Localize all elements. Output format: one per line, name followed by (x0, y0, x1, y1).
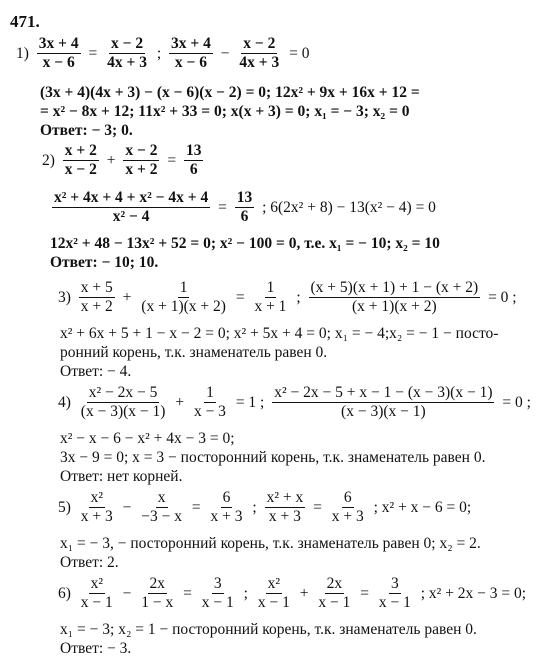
fraction: $\frac{1}{x - 3}$ (193, 384, 226, 421)
problem-4-label: 4) (58, 393, 71, 411)
fraction: $\frac{x}{-3 - x}$ (141, 489, 183, 526)
problem-5-equation: 5) $\frac{\text{x²}}{x + 3}$ − $\frac{x}{-3 - x}$ = $\frac{6}{x + 3}$ ; $\frac{\text{x² + x}}{x + 3}$ = $\frac{6}{x + 3}$ ; x² + x − 6 = 0; (58, 489, 472, 526)
problem-3-step: ронний корень, т.к. знаменатель равен 0. (60, 344, 328, 361)
fraction: $\frac{(x + 5)(x + 1) + 1 - (x + 2)}{(x + 1)(x + 2)}$ (310, 279, 479, 316)
fraction: $\frac{x + 2}{x - 2}$ (64, 142, 97, 179)
fraction: $\frac{3}{x - 1}$ (201, 575, 234, 612)
problem-1-label: 1) (16, 44, 29, 62)
problem-5-step: x₁ = − 3, − посторонний корень, т.к. знаменатель равен 0; x₂ = 2. (60, 535, 481, 552)
fraction: $\frac{x - 2}{4x + 3}$ (107, 35, 147, 72)
fraction: $\frac{6}{x + 3}$ (210, 489, 243, 526)
problem-3-label: 3) (58, 288, 71, 306)
problem-2-step: $\frac{\text{x² + 4x + 4 + x² − 4x + 4}}{\text{x² − 4}}$ = $\frac{13}{6}$ ; 6(2x² + 8) − 13(x² − 4) = 0 (54, 189, 436, 226)
fraction: $\frac{3x + 4}{x - 6}$ (38, 35, 79, 72)
fraction: $\frac{\text{x² − 2x − 5}}{(x - 3)(x - 1)}$ (80, 384, 166, 421)
problem-1-answer: Ответ: − 3; 0. (40, 122, 133, 139)
problem-6-label: 6) (58, 584, 71, 602)
problem-5-label: 5) (58, 498, 71, 516)
problem-3-step: x² + 6x + 5 + 1 − x − 2 = 0; x² + 5x + 4 = 0; x₁ = − 4;x₂ = − 1 − посто- (60, 325, 499, 342)
fraction: $\frac{\text{x²}}{x - 1}$ (257, 575, 290, 612)
problem-4-answer: Ответ: нет корней. (60, 468, 183, 485)
problem-3-answer: Ответ: − 4. (60, 363, 132, 380)
fraction: $\frac{2x}{x - 1}$ (318, 575, 351, 612)
fraction: $\frac{1}{(x + 1)(x + 2)}$ (141, 279, 226, 316)
fraction: $\frac{13}{6}$ (185, 142, 202, 179)
fraction: $\frac{x - 2}{x + 2}$ (125, 142, 158, 179)
fraction: $\frac{x + 5}{x + 2}$ (80, 279, 113, 316)
fraction: $\frac{\text{x²}}{x - 1}$ (80, 575, 113, 612)
problem-5-answer: Ответ: 2. (60, 554, 119, 571)
problem-6-step: x₁ = − 3; x₂ = 1 − посторонний корень, т.к. знаменатель равен 0. (60, 621, 477, 638)
problem-2-equation: 2) $\frac{x + 2}{x - 2}$ + $\frac{x - 2}{x + 2}$ = $\frac{13}{6}$ (42, 142, 202, 179)
problem-3-equation: 3) $\frac{x + 5}{x + 2}$ + $\frac{1}{(x + 1)(x + 2)}$ = $\frac{1}{x + 1}$ ; $\frac{(x + 5)(x + 1) + 1 - (x + 2)}{(x + 1)(x + 2)}$ = 0 ; (58, 279, 517, 316)
problem-4-step: 3x − 9 = 0; x = 3 − посторонний корень, т.к. знаменатель равен 0. (60, 449, 486, 466)
fraction: $\frac{3}{x - 1}$ (378, 575, 411, 612)
fraction: $\frac{\text{x² + 4x + 4 + x² − 4x + 4}}{\text{x² − 4}}$ (54, 189, 209, 226)
problem-4-step: x² − x − 6 − x² + 4x − 3 = 0; (60, 430, 235, 447)
problem-4-equation: 4) $\frac{\text{x² − 2x − 5}}{(x - 3)(x - 1)}$ + $\frac{1}{x - 3}$ = 1 ; $\frac{\text{x² − 2x − 5 + x − 1 − (x − 3)(x − 1)}}{(x - 3)(x - 1)}$ = 0 ; (58, 384, 531, 421)
fraction: $\frac{1}{x + 1}$ (254, 279, 287, 316)
problem-1-step: (3x + 4)(4x + 3) − (x − 6)(x − 2) = 0; 12x² + 9x + 16x + 12 = (40, 84, 420, 101)
fraction: $\frac{2x}{1 - x}$ (141, 575, 174, 612)
fraction: $\frac{x - 2}{4x + 3}$ (239, 35, 280, 72)
problem-2-answer: Ответ: − 10; 10. (50, 254, 159, 271)
exercise-number: 471. (10, 12, 40, 31)
problem-6-equation: 6) $\frac{\text{x²}}{x - 1}$ − $\frac{2x}{1 - x}$ = $\frac{3}{x - 1}$ ; $\frac{\text{x²}}{x - 1}$ + $\frac{2x}{x - 1}$ = $\frac{3}{x - 1}$ ; x² + 2x − 3 = 0; (58, 575, 527, 612)
fraction: $\frac{\text{x² − 2x − 5 + x − 1 − (x − 3)(x − 1)}}{(x - 3)(x - 1)}$ (274, 384, 493, 421)
problem-1-equation: 1) $\frac{3x + 4}{x - 6}$ = $\frac{x - 2}{4x + 3}$ ; $\frac{3x + 4}{x - 6}$ − $\frac{x - 2}{4x + 3}$ = 0 (16, 35, 310, 72)
fraction: $\frac{6}{x + 3}$ (331, 489, 364, 526)
problem-6-answer: Ответ: − 3. (60, 640, 132, 657)
fraction: $\frac{\text{x² + x}}{x + 3}$ (266, 489, 304, 526)
fraction: $\frac{13}{6}$ (236, 189, 253, 226)
problem-2-step: 12x² + 48 − 13x² + 52 = 0; x² − 100 = 0, т.е. x₁ = − 10; x₂ = 10 (50, 235, 440, 252)
fraction: $\frac{\text{x²}}{x + 3}$ (80, 489, 113, 526)
problem-2-label: 2) (42, 151, 55, 169)
problem-1-step: = x² − 8x + 12; 11x² + 33 = 0; x(x + 3) = 0; x₁ = − 3; x₂ = 0 (40, 103, 410, 120)
fraction: $\frac{3x + 4}{x - 6}$ (171, 35, 211, 72)
